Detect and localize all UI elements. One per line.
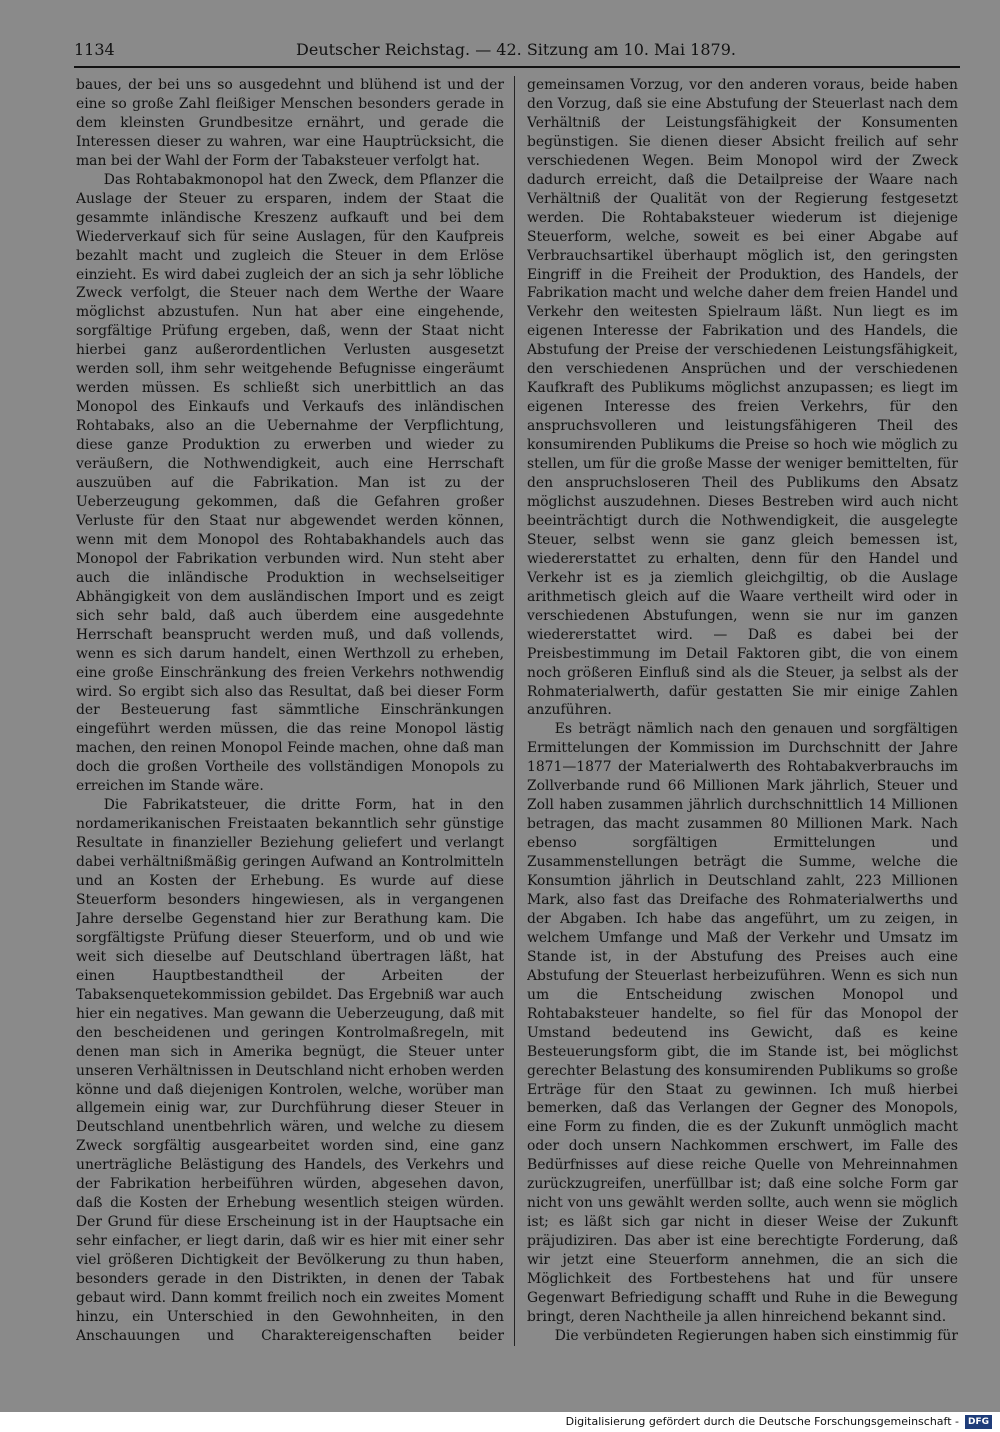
header-rule bbox=[74, 66, 960, 68]
paragraph: Die verbündeten Regierungen haben sich einstimmig für bbox=[554, 1327, 958, 1344]
funding-credit: Digitalisierung gefördert durch die Deutsche Forschungsgemeinschaft - bbox=[565, 1415, 959, 1428]
page-number: 1134 bbox=[74, 40, 115, 59]
paragraph: Die Fabrikatsteuer, die dritte Form, hat in den nordamerikanischen Freistaaten bekanntlich sehr günstige Resultate in finanzieller Beziehung geliefert und verlangt dabei verhältnißmäßig geringen Aufwand an Kontrolmitteln und an Kosten der Erhebung. Es wurde auf diese Steuerform besonders hingewiesen, als in vergangenen Jahre derselbe Gegenstand hier zur Berathung kam. Die sorgfältigste Prüfung dieser Steuerform, und ob und wie weit sich dieselbe auf Deutschland übertragen läßt, hat einen Hauptbestandtheil der Arbeiten der Tabaksenquetekommission gebildet. Das Ergebniß war auch hier ein negatives. Man gewann die Ueberzeugung, daß mit den bescheidenen und geringen Kontrolmaßregeln, mit denen man sich in Amerika begnügt, die Steuer unter unseren Verhältnissen in Deutschland nicht erhoben werden könne und daß diejenigen Kontrolen, welche, worüber man allgemein einig war, zur Durchführung dieser Steuer in Deutschland unentbehrlich wären, und welche zu diesem Zweck sorgfältig ausgearbeitet worden sind, eine ganz unerträgliche Belästigung des Handels, des Verkehrs und der Fabrikation herbeiführen würden, abgesehen davon, daß die Kosten der Erhebung wesentlich steigen würden. Der Grund für diese Erscheinung ist in der Hauptsache ein sehr einfacher, er liegt darin, daß wir es hier mit einer sehr viel größeren Dichtigkeit der Bevölkerung zu thun haben, besonders gerade in den Distrikten, in denen der Tabak gebaut wird. Dann kommt freilich noch ein zweites Moment hinzu, ein Unterschied in den Gewohnheiten, in den Anschauungen und Charaktereigenschaften beider bbox=[76, 797, 504, 1344]
column-divider bbox=[514, 76, 515, 1346]
page-header bbox=[74, 38, 958, 62]
left-column bbox=[76, 76, 504, 1348]
paragraph: Das Rohtabakmonopol hat den Zweck, dem Pflanzer die Auslage der Steuer zu ersparen, indem der Staat die gesammte inländische Kreszenz aufkauft und bei dem Wiederverkauf sich für seine Auslagen, für den Kaufpreis bezahlt macht und zugleich die Steuer in dem Erlöse einzieht. Es wird dabei zugleich der an sich ja sehr löbliche Zweck verfolgt, die Steuer nach dem Werthe der Waare möglichst abzustufen. Nun hat aber eine eingehende, sorgfältige Prüfung ergeben, daß, wenn der Staat nicht hierbei ganz außerordentlichen Verlusten ausgesetzt werden soll, ihm sehr weitgehende Befugnisse eingeräumt werden müssen. Es schließt sich unerbittlich an das Monopol des Einkaufs und Verkaufs des inländischen Rohtabaks, also an die Uebernahme der Verpflichtung, diese ganze Produktion zu erwerben und wieder zu veräußern, die Nothwendigkeit, auch eine Herrschaft auszuüben auf die Fabrikation. Man ist zu der Ueberzeugung gekommen, daß die Gefahren großer Verluste für den Staat nur abgewendet werden können, wenn mit dem Monopol des Rohtabakhandels auch das Monopol der Fabrikation verbunden wird. Nun steht aber auch die inländische Produktion in wechselseitiger Abhängigkeit von dem ausländischen Import und es zeigt sich sehr bald, daß auch überdem eine ausgedehnte Herrschaft beansprucht werden muß, und daß vollends, wenn es sich darum handelt, einen Werthzoll zu erheben, eine große Einschränkung des freien Verkehrs nothwendig wird. So ergibt sich also das Resultat, daß bei dieser Form der Besteuerung fast sämmtliche Einschränkungen eingeführt werden müssen, die das reine Monopol lästig machen, den reinen Monopol Feinde machen, ohne daß man doch die großen Vortheile des vollständigen Monopols zu erreichen im Stande wäre. bbox=[76, 171, 504, 795]
digitization-footer bbox=[566, 1414, 992, 1430]
paragraph: Es beträgt nämlich nach den genauen und sorgfältigen Ermittelungen der Kommission im Durchschnitt der Jahre 1871—1877 der Materialwerth des Rohtabakverbrauchs im Zollverbande rund 66 Millionen Mark jährlich, Steuer und Zoll haben zusammen jährlich durchschnittlich 14 Millionen betragen, das macht zusammen 80 Millionen Mark. Nach ebenso sorgfältigen Ermittelungen und Zusammenstellungen beträgt die Summe, welche die Konsumtion jährlich in Deutschland zahlt, 223 Millionen Mark, also fast das Dreifache des Rohmaterialwerths und der Abgaben. Ich habe das angeführt, um zu zeigen, in welchem Umfange und Maß der Verkehr und Umsatz im Stande ist, in der Abstufung des Preises auch eine Abstufung der Steuerlast herbeizuführen. Wenn es sich nun um die Entscheidung zwischen Monopol und Rohtabaksteuer handelte, so fiel für das Monopol der Umstand bedeutend ins Gewicht, daß es keine Besteuerungsform gibt, die im Stande ist, bei möglichst gerechter Belastung des konsumirenden Publikums so große Erträge für den Staat zu gewinnen. Ich muß hierbei bemerken, daß das Verlangen der Gegner des Monopols, eine Form zu finden, die es der Zukunft unmöglich macht oder doch unsern Nachkommen erschwert, im Falle des Bedürfnisses auf diese reiche Quelle von Mehreinnahmen zurückzugreifen, unerfüllbar ist; daß eine solche Form gar nicht von uns gewählt werden sollte, auch wenn sie möglich ist; es läßt sich gar nicht in dieser Weise der Zukunft präjudiziren. Das aber ist eine berechtigte Forderung, daß wir jetzt eine Steuerform annehmen, die an sich die Möglichkeit des Fortbestehens hat und für unsere Gegenwart Befriedigung schafft und Ruhe in die Bewegung bringt, deren Nachtheile ja allen hinreichend bekannt sind. bbox=[527, 721, 958, 1325]
paragraph: gemeinsamen Vorzug, vor den anderen voraus, beide haben den Vorzug, daß sie eine Abstufung der Steuerlast nach dem Verhältniß der Leistungsfähigkeit der Konsumenten begünstigen. Sie dienen dieser Absicht freilich auf sehr verschiedenen Wegen. Beim Monopol wird der Zweck dadurch erreicht, daß die Detailpreise der Waare nach Verhältniß der Qualität von der Regierung festgesetzt werden. Die Rohtabaksteuer wiederum ist diejenige Steuerform, welche, soweit es bei einer Abgabe auf Verbrauchsartikel überhaupt möglich ist, den geringsten Eingriff in die Freiheit der Produktion, des Handels, der Fabrikation macht und welche daher dem freien Handel und Verkehr den weitesten Spielraum läßt. Nun liegt es im eigenen Interesse der Fabrikation und des Handels, die Abstufung der Preise der verschiedenen Leistungsfähigkeit, den verschiedenen Ansprüchen und der verschiedenen Kaufkraft des Publikums möglichst anzupassen; es liegt im eigenen Interesse des freien Verkehrs, für den anspruchsvolleren und leistungsfähigeren Theil des konsumirenden Publikums die Preise so hoch wie möglich zu stellen, um für die große Masse der weniger bemittelten, für den anspruchsloseren Theil des Publikums den Absatz möglichst auszudehnen. Dieses Bestreben wird auch nicht beeinträchtigt durch die Nothwendigkeit, die ausgelegte Steuer, selbst wenn sie ganz gleich bemessen ist, wiedererstattet zu erhalten, denn für den Handel und Verkehr ist es ja ziemlich gleichgiltig, ob die Auslage arithmetisch gleich auf die Waare vertheilt wird oder in verschiedenen Abstufungen, wenn sie nur im ganzen wiedererstattet wird. — Daß es dabei bei der Preisbestimmung im Detail Faktoren gibt, die von einem noch größeren Einfluß sind als die Steuer, ja selbst als der Rohmaterialwerth, dafür gestatten Sie mir einige Zahlen anzuführen. bbox=[527, 77, 958, 719]
dfg-logo: DFG bbox=[965, 1415, 992, 1429]
paragraph: baues, der bei uns so ausgedehnt und blühend ist und der eine so große Zahl fleißiger Menschen besonders gerade in dem kleinsten Grundbesitze ernährt, und gerade die Interessen dieser zu wahren, war eine Hauptrücksicht, die man bei der Wahl der Form der Tabaksteuer verfolgt hat. bbox=[76, 77, 504, 169]
right-column bbox=[527, 76, 958, 1348]
running-head: Deutscher Reichstag. — 42. Sitzung am 10. Mai 1879. bbox=[296, 40, 736, 59]
